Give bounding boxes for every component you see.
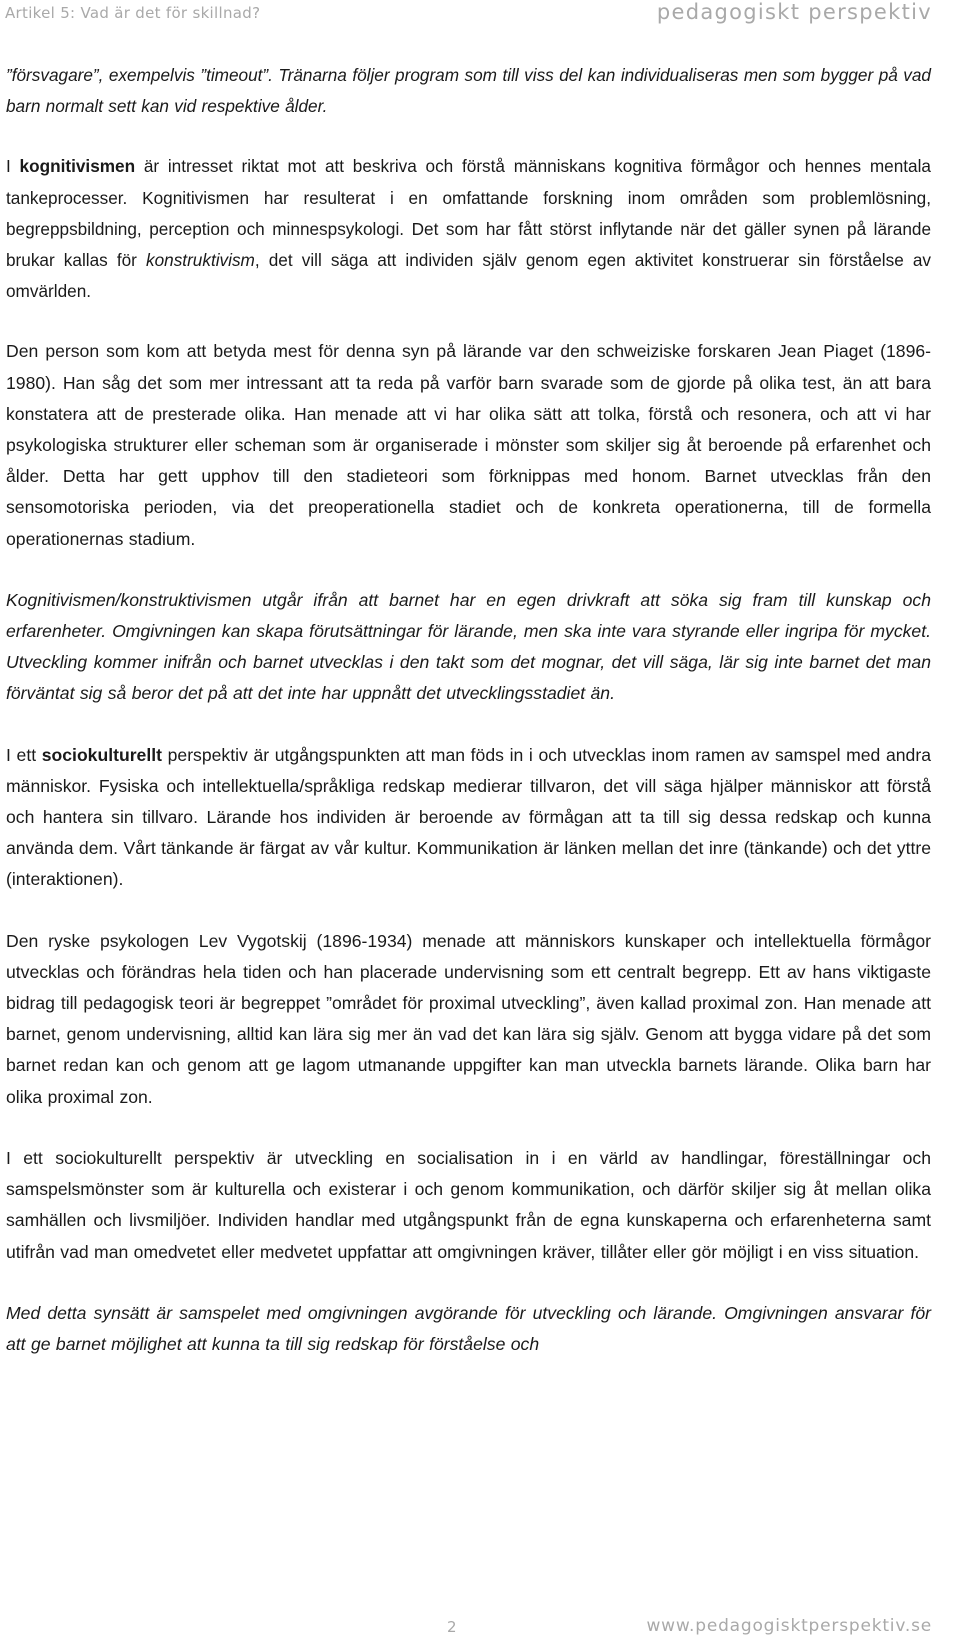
paragraph-samspel: Med detta synsätt är samspelet med omgivningen avgörande för utveckling och lärande. Omgivningen ansvarar för att ge barnet möjlighet att kunna ta till sig redskap för förståelse och bbox=[6, 1302, 931, 1354]
term-kognitivismen: kognitivismen bbox=[19, 156, 136, 177]
paragraph-konstruktivism: Kognitivismen/konstruktivismen utgår ifrån att barnet har en egen drivkraft att söka sig fram till kunskap och erfarenheter. Omgivningen kan skapa förutsättningar för lärande, men ska inte vara styrande eller ingripa för mycket. Utveckling kommer inifrån och barnet utvecklas i den takt som det mognar, det vill säga, lär sig inte barnet det man förväntat sig så beror det på att det inte har uppnått det utvecklingsstadiet än. bbox=[6, 589, 931, 704]
text-span: I ett bbox=[6, 744, 42, 765]
paragraph-socialisation: I ett sociokulturellt perspektiv är utveckling en socialisation in i en värld av handlingar, föreställningar och samspelsmönster som är kulturella och existerar i och genom kommunikation, och därför skiljer sig åt mellan olika samhällen och livsmiljöer. Individen handlar med utgångspunkt från de egna kunskaperna och erfarenheterna samt utifrån vad man omedvetet eller medvetet uppfattar att omgivningen kräver, tillåter eller gör möjligt i en viss situation. bbox=[6, 1147, 931, 1262]
paragraph-intro-continuation: ”försvagare”, exempelvis ”timeout”. Tränarna följer program som till viss del kan individualiseras men som bygger på vad barn normalt sett kan vid respektive ålder. bbox=[6, 65, 931, 117]
article-title: Artikel 5: Vad är det för skillnad? bbox=[5, 4, 261, 22]
page-number: 2 bbox=[447, 1618, 457, 1636]
article-body bbox=[6, 60, 931, 1390]
brand-name: pedagogiskt perspektiv bbox=[656, 0, 932, 24]
paragraph-kognitivism bbox=[6, 151, 931, 307]
footer-url: www.pedagogisktperspektiv.se bbox=[646, 1616, 932, 1636]
page-header bbox=[0, 0, 960, 40]
paragraph-sociokulturellt bbox=[6, 740, 931, 896]
text-span: är intresset riktat mot att beskriva och förstå människans kognitiva förmågor och hennes mentala tankeprocesser. bbox=[6, 156, 931, 208]
text-span: perspektiv är utgångspunkten att man föds in i och utvecklas inom ramen av samspel med andra människor. Fysiska och intellektuella/språkliga redskap medierar tillvaron, det vill säga hjälper människor att förstå och hantera sin tillvaro. Lärande hos individen är beroende av förmågan att ta till sig dessa redskap och kunna använda dem. Vårt tänkande är färgat av vår kultur. Kommunikation är länken mellan det inre (tänkande) och det yttre (interaktionen). bbox=[6, 744, 931, 890]
term-konstruktivism: konstruktivism bbox=[146, 250, 255, 271]
text-span: Kognitivismen har resulterat i en omfattande forskning inom områden som problemlösning, begreppsbildning, perception och minnespsykologi. Det som har fått störst inflytande när det gäller synen på lärande brukar kallas för bbox=[6, 187, 931, 271]
paragraph-piaget: Den person som kom att betyda mest för denna syn på lärande var den schweiziske forskaren Jean Piaget (1896-1980). Han såg det som mer intressant att ta reda på varför barn svarade som de gjorde på olika test, än att bara konstatera att de presterade olika. Han menade att vi har olika sätt att tolka, förstå och resonera, och att vi har psykologiska strukturer eller scheman som är organiserade i mönster som skiljer sig åt beroende på erfarenhet och ålder. Detta har gett upphov till den stadieteori som förknippas med honom. Barnet utvecklas från den sensomotoriska perioden, via det preoperationella stadiet och de konkreta operationerna, till de formella operationernas stadium. bbox=[6, 341, 931, 549]
paragraph-vygotskij: Den ryske psykologen Lev Vygotskij (1896-1934) menade att människors kunskaper och intellektuella förmågor utvecklas och förändras hela tiden och han placerade undervisning som ett centralt begrepp. Ett av hans viktigaste bidrag till pedagogisk teori är begreppet ”området för proximal utveckling”, även kallad proximal zon. Han menade att barnet, genom undervisning, alltid kan lära sig mer än vad det kan lära sig själv. Genom att bygga vidare på det som barnet redan kan och genom att ge lagom utmanande uppgifter kan man utveckla barnets lärande. Olika barn har olika proximal zon. bbox=[6, 930, 931, 1107]
text-span: , det vill säga att individen själv genom egen aktivitet konstruerar sin förståelse av omvärlden. bbox=[6, 250, 932, 302]
text-span: I bbox=[6, 156, 20, 177]
term-sociokulturellt: sociokulturellt bbox=[41, 744, 162, 765]
